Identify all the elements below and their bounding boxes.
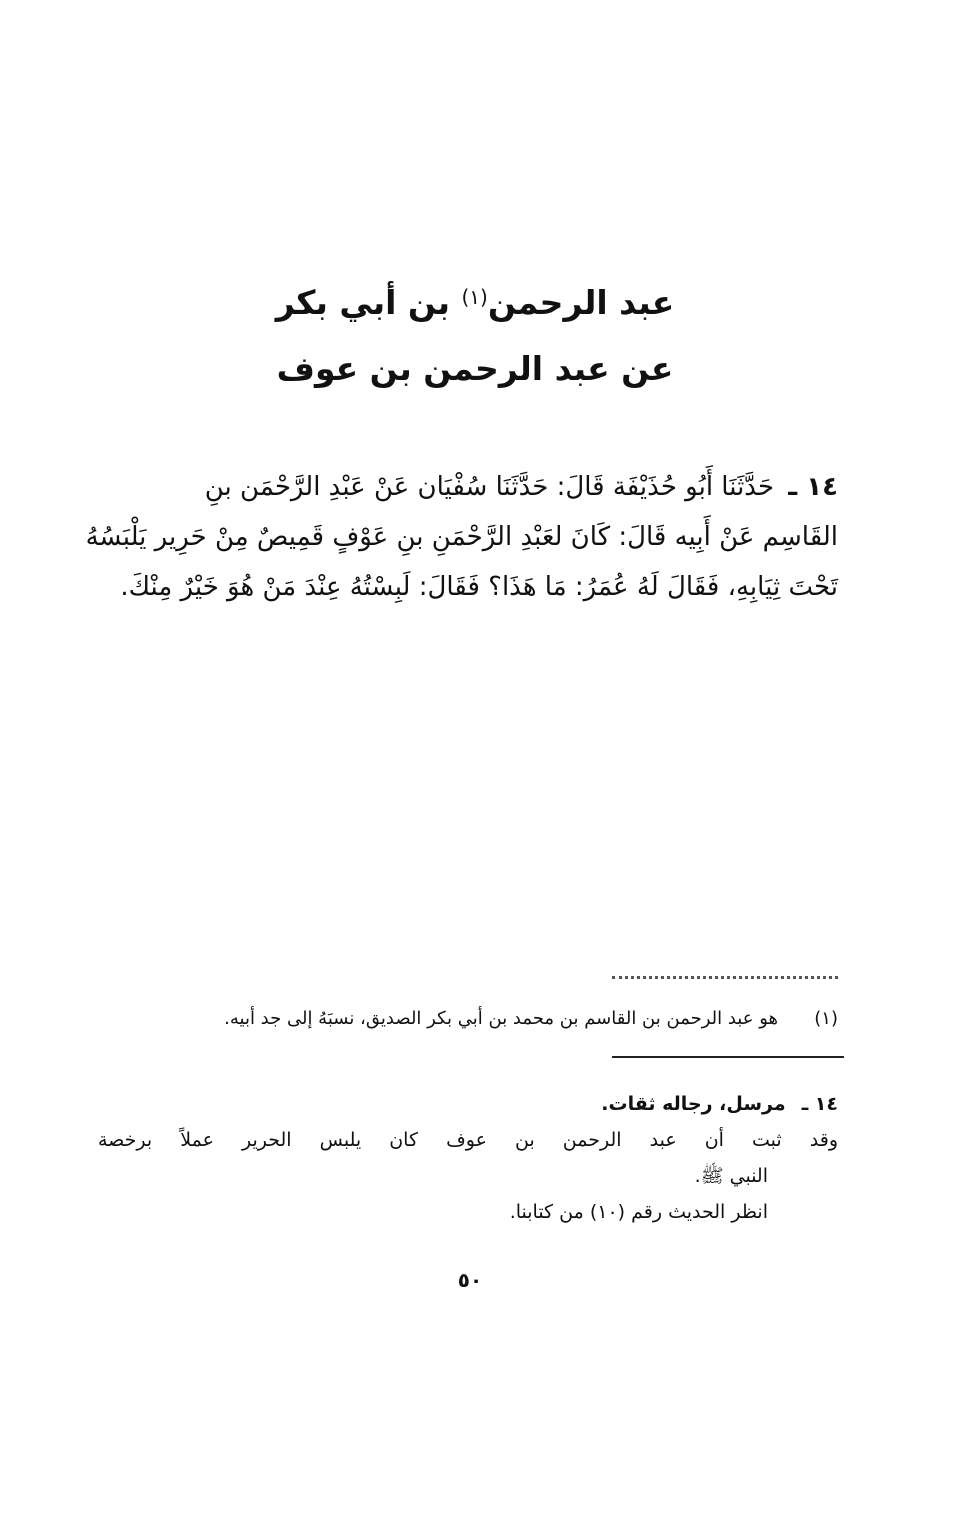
heading-name: عبد الرحمن <box>487 283 675 322</box>
chapter-heading-line2: عن عبد الرحمن بن عوف <box>276 349 674 388</box>
hadith-line <box>108 462 838 512</box>
page-number: ٥٠ <box>457 1268 483 1292</box>
hadith-number: ١٤ ـ <box>788 472 838 502</box>
hadith-line: القَاسِم عَنْ أَبِيه قَالَ: كَانَ لعَبْدِ الرَّحْمَنِ بنِ عَوْفٍ قَمِيصٌ مِنْ حَرِير يَلْبَسُهُ <box>85 522 838 552</box>
footnote-text: هو عبد الرحمن بن القاسم بن محمد بن أبي بكر الصديق، نسبَهُ إلى جد أبيه. <box>224 1008 778 1029</box>
footnote-dotted-separator <box>612 976 838 979</box>
chapter-heading-line1 <box>100 283 850 322</box>
note-number: ١٤ ـ <box>801 1093 838 1115</box>
note-line: انظر الحديث رقم (١٠) من كتابنا. <box>509 1201 768 1223</box>
footnote-reference-mark[interactable]: (١) <box>461 285 488 309</box>
note-header <box>98 1086 838 1122</box>
footnote-mark: (١) <box>814 1008 838 1029</box>
hadith-line-text: حَدَّثَنَا أَبُو حُذَيْفَة قَالَ: حَدَّثَنَا سُفْيَان عَنْ عَبْدِ الرَّحْمَن بنِ <box>204 472 775 502</box>
heading-lineage: بن أبي بكر <box>275 283 450 322</box>
note-line: وقد ثبت أن عبد الرحمن بن عوف كان يلبس الحرير عملاً برخصة <box>98 1129 838 1151</box>
hadith-text <box>85 462 838 612</box>
note-line: النبي ﷺ. <box>694 1165 768 1187</box>
footnote-rule <box>612 1056 844 1058</box>
takhrij-notes <box>98 1086 838 1230</box>
note-title: مرسل، رجاله ثقات. <box>601 1093 786 1115</box>
footnote-1 <box>108 1008 838 1029</box>
hadith-line: تَحْتَ ثِيَابِهِ، فَقَالَ لَهُ عُمَرُ: مَا هَذَا؟ فَقَالَ: لَبِسْتُهُ عِنْدَ مَنْ هُوَ خَيْرٌ مِنْكَ. <box>120 572 838 602</box>
